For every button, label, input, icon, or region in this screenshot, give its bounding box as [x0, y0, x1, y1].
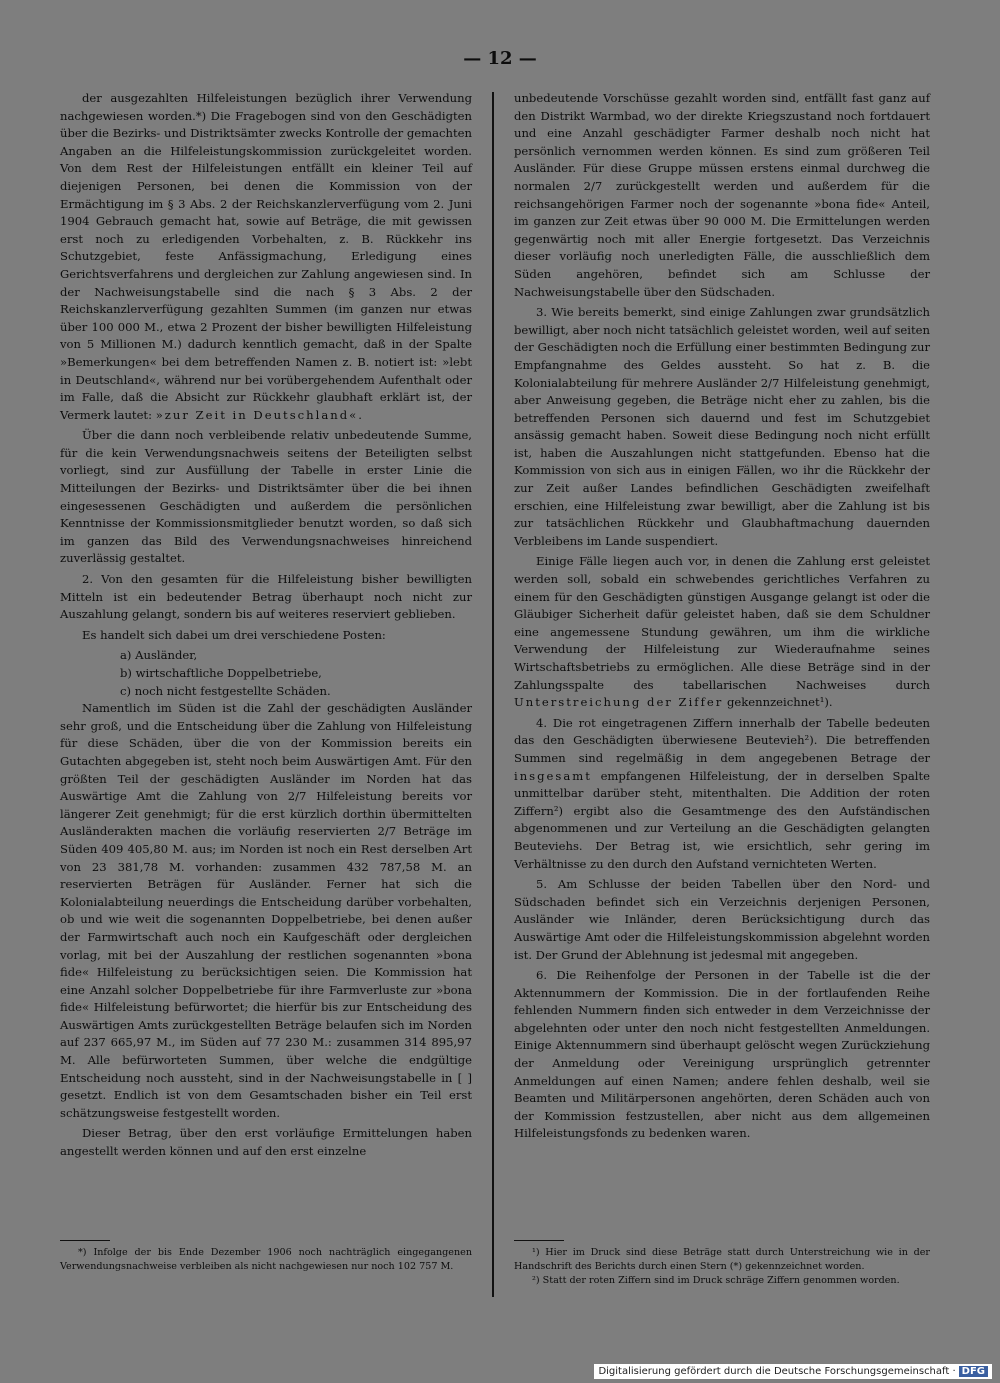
spaced-emphasis: insgesamt [514, 768, 592, 783]
footnote-text: *) Infolge der bis Ende Dezember 1906 noch nachträglich eingegangenen Verwendungsnachweise verbleiben als nicht nachgewiesen nur noch 102 757 M. [60, 1247, 472, 1272]
text-run: 3. Wie bereits bemerkt, sind einige Zahlungen zwar grundsätzlich bewilligt, aber noch nicht tatsächlich geleistet worden, weil auf seiten der Geschädigten noch die Erfüllung einer bestimmten Bedingung zur Empfangnahme des Geldes aussteht. So hat z. B. die Kolonialabteilung für mehrere Ausländer 2/7 Hilfeleistung genehmigt, aber Anweisung gegeben, die Beträge nicht eher zu zahlen, bis die betreffenden Personen sich dauernd und fest im Schutzgebiet ansässig gemacht haben. Soweit diese Bedingung noch nicht erfüllt ist, haben die Auszahlungen nicht stattgefunden. Ebenso hat die Kommission von sich aus in einigen Fällen, wo ihr die Rückkehr der zur Zeit außer Landes befindlichen Geschädigten zweifelhaft erschien, eine Hilfeleistung zwar bewilligt, aber die Zahlung ist bis zur tatsächlichen Rückkehr und Glaubhaftmachung dauernden Verbleibens im Lande suspendiert. [514, 305, 930, 548]
text-run: Über die dann noch verbleibende relativ unbedeutende Summe, für die kein Verwendungsnachweis seitens der Beteiligten selbst vorliegt, sind zur Ausfüllung der Tabelle in erster Linie die Mitteilungen der Bezirks- und Distriktsämter über die bei ihnen eingesessenen Geschädigten und außerdem die persönlichen Kenntnisse der Kommissionsmitglieder benutzt worden, so daß sich im ganzen das Bild des Verwendungsnachweises hinreichend zuverlässig gestaltet. [60, 428, 472, 566]
footnote-1: ¹) Hier im Druck sind diese Beträge statt durch Unterstreichung wie in der Handschrift des Berichts durch einen Stern (*) gekennzeichnet worden. [514, 1247, 930, 1272]
paragraph [60, 571, 472, 624]
text-run: Dieser Betrag, über den erst vorläufige Ermittelungen haben angestellt werden können und auf den erst einzelne [60, 1126, 472, 1159]
credit-text: Digitalisierung gefördert durch die Deutsche Forschungsgemeinschaft · [598, 1366, 956, 1377]
paragraph [514, 304, 930, 550]
footnotes-right [514, 1246, 930, 1288]
text-run: Einige Fälle liegen auch vor, in denen die Zahlung erst geleistet werden soll, sobald ein schwebendes gerichtliches Verfahren zu einem für den Geschädigten günstigen Ausgange gelangt ist oder die Gläubiger Sicherheit dafür geleistet haben, daß sie dem Schuldner eine angemessene Stundung gewähren, um ihm die wirkliche Verwendung der Hilfeleistung zur Wiederaufnahme seines Wirtschaftsbetriebs zu ermöglichen. Alle diese Beträge sind in der Zahlungsspalte des tabellarischen Nachweises durch [514, 554, 930, 692]
paragraph [60, 427, 472, 568]
paragraph [514, 876, 930, 964]
right-column [514, 90, 930, 1146]
text-run: unbedeutende Vorschüsse gezahlt worden sind, entfällt fast ganz auf den Distrikt Warmbad, wo der direkte Kriegszustand noch fortdauert und eine Anzahl geschädigter Farmer deshalb noch nicht hat persönlich vernommen werden können. Es sind zum größeren Teil Ausländer. Für diese Gruppe müssen erstens einmal durchweg die normalen 2/7 zurückgestellt werden und außerdem für die reichsangehörigen Farmer noch der sogenannte »bona fide« Anteil, im ganzen zur Zeit etwas über 90 000 M. Die Ermittelungen werden gegenwärtig noch mit aller Energie fortgesetzt. Das Verzeichnis dieser vorläufig noch unerledigten Fälle, die ausschließlich dem Süden angehören, befindet sich am Schlusse der Nachweisungstabelle über den Südschaden. [514, 91, 930, 299]
paragraph [514, 90, 930, 301]
text-run: Namentlich im Süden ist die Zahl der geschädigten Ausländer sehr groß, und die Entscheidung über die Zahlung von Hilfeleistung für diese Schäden, über die von der Kommission bereits ein Gutachten abgegeben ist, steht noch beim Auswärtigen Amt. Für den größten Teil der geschädigten Ausländer im Norden hat das Auswärtige Amt die Zahlung von 2/7 Hilfeleistung bereits vor längerer Zeit genehmigt; für die erst kürzlich dorthin übermittelten Ausländerakten machen die vorläufig reservierten 2/7 Beträge im Süden 409 405,80 M. aus; im Norden ist noch ein Rest derselben Art von 23 381,78 M. vorhanden: zusammen 432 787,58 M. an reservierten Beträgen für Ausländer. Ferner hat sich die Kolonialabteilung neuerdings die Entscheidung darüber vorbehalten, ob und wie weit die sogenannten Doppelbetriebe, bei denen außer der Farmwirtschaft auch noch ein Kaufgeschäft oder dergleichen vorlag, mit bei der Auszahlung der restlichen sogenannten »bona fide« Hilfeleistung zu berücksichtigen seien. Die Kommission hat eine Anzahl solcher Doppelbetriebe für ihre Farmverluste zur »bona fide« Hilfeleistung befürwortet; die hierfür bis zur Entscheidung des Auswärtigen Amts zurückgestellten Beträge belaufen sich im Norden auf 237 665,97 M., im Süden auf 77 230 M.: zusammen 314 895,97 M. Alle befürworteten Summen, über welche die endgültige Entscheidung noch aussteht, sind in der Nachweisungstabelle in [ ] gesetzt. Endlich ist von dem Gesamtschaden bisher ein Teil erst schätzungsweise festgestellt worden. [60, 701, 472, 1120]
footnote-left [60, 1246, 472, 1274]
text-run: der ausgezahlten Hilfeleistungen bezüglich ihrer Verwendung nachgewiesen worden.*) Die Fragebogen sind von den Geschädigten über die Bezirks- und Distriktsämter zwecks Kontrolle der gemachten Angaben an die Hilfeleistungskommission zurückgeleitet worden. Von dem Rest der Hilfeleistungen entfällt ein kleiner Teil auf diejenigen Personen, bei denen die Kommission von der Ermächtigung im § 3 Abs. 2 der Reichskanzlerverfügung vom 2. Juni 1904 Gebrauch gemacht hat, sowie auf Beträge, die mit gewissen erst noch zu erledigenden Vorbehalten, z. B. Rückkehr ins Schutzgebiet, feste Anfässigmachung, Erledigung eines Gerichtsverfahrens und dergleichen zur Zahlung angewiesen sind. In der Nachweisungstabelle sind die nach § 3 Abs. 2 der Reichskanzlerverfügung gezahlten Summen (im ganzen nur etwas über 100 000 M., etwa 2 Prozent der bisher bewilligten Hilfeleistung von 5 Millionen M.) dadurch kenntlich gemacht, daß in der Spalte »Bemerkungen« bei dem betreffenden Namen z. B. notiert ist: »lebt in Deutschland«, während nur bei vorübergehendem Aufenthalt oder im Falle, daß die Absicht zur Rückkehr glaubhaft erklärt ist, der Vermerk lautet: [60, 91, 472, 422]
paragraph [60, 627, 472, 645]
list-item: a) Ausländer, [120, 648, 198, 663]
text-run: Es handelt sich dabei um drei verschiedene Posten: [82, 627, 386, 642]
page-number: — 12 — [463, 48, 537, 69]
paragraph [60, 700, 472, 1122]
text-run: . [358, 407, 362, 422]
text-run: 4. Die rot eingetragenen Ziffern innerhalb der Tabelle bedeuten das den Geschädigten überwiesene Beutevieh²). Die betreffenden Summen sind regelmäßig in dem angegebenen Betrage der [514, 715, 930, 765]
paragraph [514, 553, 930, 711]
footnote-rule-right [514, 1240, 564, 1241]
text-run: gekennzeichnet¹). [723, 695, 833, 710]
column-divider [492, 92, 494, 1297]
text-run: 6. Die Reihenfolge der Personen in der Tabelle ist die der Aktennummern der Kommission. Die in der fortlaufenden Reihe fehlenden Nummern finden sich entweder in dem Verzeichnisse der abgelehnten oder unter den noch nicht festgestellten Anmeldungen. Einige Aktennummern sind überhaupt gelöscht wegen Zurückziehung der Anmeldung oder Vereinigung ursprünglich getrennter Anmeldungen auf einen Namen; andere fehlen deshalb, weil sie Beamten und Militärpersonen angehörten, deren Schäden auch von der Kommission festzustellen, aber nicht aus dem allgemeinen Hilfeleistungsfonds zu bedenken waren. [514, 968, 930, 1141]
list-item: c) noch nicht festgestellte Schäden. [120, 683, 331, 698]
paragraph [60, 90, 472, 424]
paragraph [514, 967, 930, 1143]
paragraph [60, 1125, 472, 1160]
footnote-2: ²) Statt der roten Ziffern sind im Druck schräge Ziffern genommen worden. [532, 1275, 900, 1286]
text-run: 5. Am Schlusse der beiden Tabellen über den Nord- und Südschaden befindet sich ein Verzeichnis derjenigen Personen, Ausländer wie Inländer, deren Berücksichtigung durch das Auswärtige Amt oder die Hilfeleistungskommission abgelehnt worden ist. Der Grund der Ablehnung ist jedesmal mit angegeben. [514, 877, 930, 962]
dfg-logo: DFG [959, 1366, 988, 1377]
list-item: b) wirtschaftliche Doppelbetriebe, [120, 666, 322, 680]
paragraph [514, 715, 930, 873]
spaced-emphasis: Unterstreichung der Ziffer [514, 695, 724, 710]
spaced-emphasis: »zur Zeit in Deutschland« [155, 407, 359, 422]
footnote-rule-left [60, 1240, 110, 1241]
text-run: empfangenen Hilfeleistung, der in derselben Spalte unmittelbar darüber steht, mitenthalten. Die Addition der roten Ziffern²) ergibt also die Gesamtmenge des den Aufständischen abgenommenen und zur Verteilung an die Geschädigten gelangten Beuteviehs. Der Betrag ist, wie ersichtlich, sehr gering im Verhältnisse zu den durch den Aufstand vernichteten Werten. [514, 768, 930, 871]
digitization-credit [594, 1364, 992, 1379]
text-run: 2. Von den gesamten für die Hilfeleistung bisher bewilligten Mitteln ist ein bedeutender Betrag überhaupt noch nicht zur Auszahlung gelangt, sondern bis auf weiteres reserviert geblieben. [60, 572, 472, 622]
left-column [60, 90, 472, 1164]
